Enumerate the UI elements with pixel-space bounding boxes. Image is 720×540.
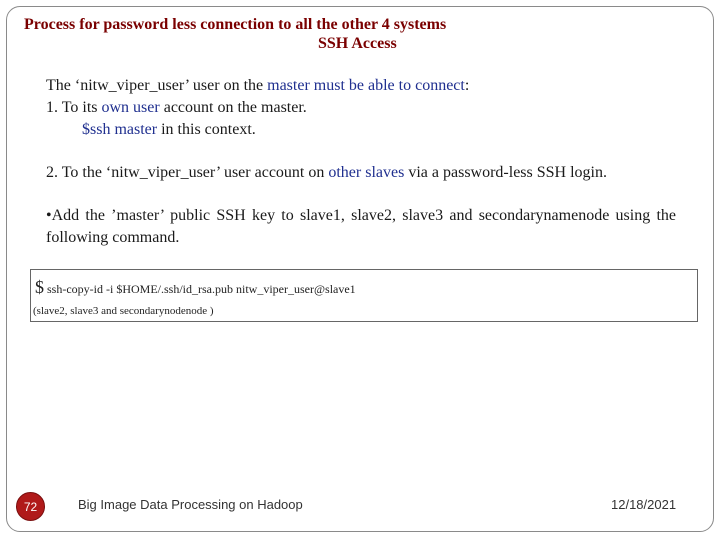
item2-highlight: other slaves xyxy=(328,164,405,181)
item2-text-end: via a password-less SSH login. xyxy=(404,164,607,181)
slide-title xyxy=(24,15,714,53)
title-line-2: SSH Access xyxy=(318,35,397,52)
item1-number: 1. xyxy=(46,99,62,116)
command-note: (slave2, slave3 and secondarynodenode ) xyxy=(33,305,214,317)
item2-text: 2. To the ‘nitw_viper_user’ user account on xyxy=(46,164,329,181)
item1-highlight: own user xyxy=(101,99,160,116)
command-line xyxy=(35,277,356,298)
intro-paragraph xyxy=(46,75,469,141)
intro-text: The ‘nitw_viper_user’ user on the xyxy=(46,77,268,94)
item1-detail xyxy=(46,119,469,141)
item1-text: To its xyxy=(61,99,102,116)
item1-detail-text: in this context. xyxy=(157,121,256,138)
item1-text-end: account on the master. xyxy=(159,99,307,116)
title-line-1: Process for password less connection to all the other 4 systems xyxy=(24,16,447,33)
page-number-badge: 72 xyxy=(16,492,45,521)
footer-title: Big Image Data Processing on Hadoop xyxy=(78,497,303,512)
footer-date: 12/18/2021 xyxy=(611,497,677,512)
ssh-command-inline: $ssh master xyxy=(82,121,158,138)
intro-highlight: master must be able to connect xyxy=(267,77,465,94)
bullet-paragraph: •Add the ’master’ public SSH key to slave1, slave2, slave3 and secondarynamenode using the following command. xyxy=(46,207,676,246)
item2-paragraph xyxy=(46,162,607,184)
command-text: ssh-copy-id -i $HOME/.ssh/id_rsa.pub nitw_viper_user@slave1 xyxy=(44,282,356,296)
prompt-symbol: $ xyxy=(35,277,44,297)
intro-colon: : xyxy=(464,77,470,94)
command-box xyxy=(30,269,698,322)
